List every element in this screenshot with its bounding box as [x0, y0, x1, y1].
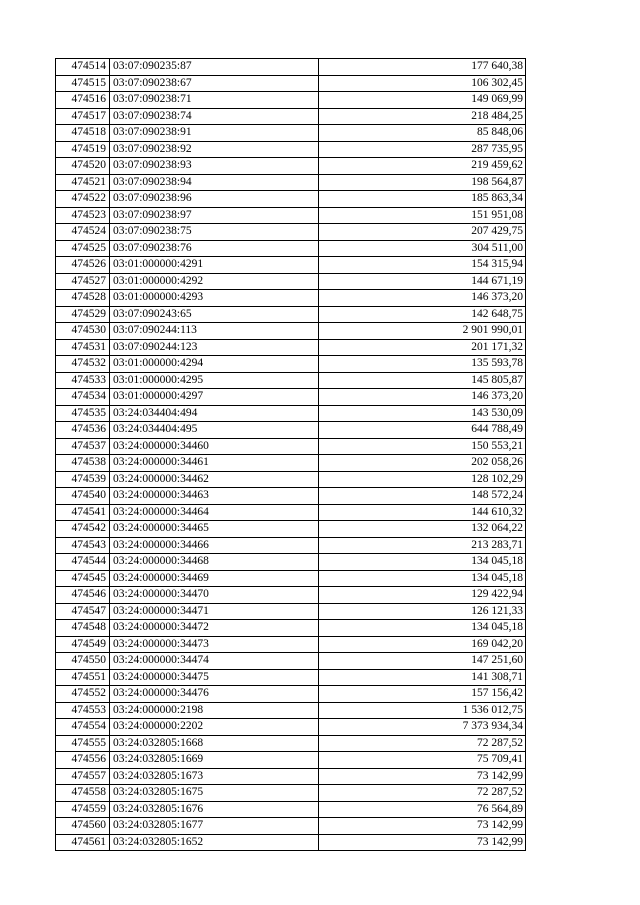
row-number-cell: 474523	[56, 207, 110, 224]
cadastral-value-cell: 73 142,99	[319, 818, 526, 835]
cadastral-value-cell: 73 142,99	[319, 768, 526, 785]
cadastral-value-cell: 219 459,62	[319, 158, 526, 175]
table-row	[56, 504, 526, 521]
cadastral-value-cell: 72 287,52	[319, 785, 526, 802]
cadastral-value-cell: 213 283,71	[319, 537, 526, 554]
row-number-cell: 474535	[56, 405, 110, 422]
table-row	[56, 785, 526, 802]
row-number-cell: 474561	[56, 834, 110, 851]
cadastral-number-cell: 03:01:000000:4293	[110, 290, 319, 307]
table-row	[56, 768, 526, 785]
table-row	[56, 818, 526, 835]
table-row	[56, 389, 526, 406]
row-number-cell: 474538	[56, 455, 110, 472]
cadastral-number-cell: 03:24:000000:34470	[110, 587, 319, 604]
cadastral-number-cell: 03:24:000000:34475	[110, 669, 319, 686]
row-number-cell: 474557	[56, 768, 110, 785]
cadastral-value-cell: 218 484,25	[319, 108, 526, 125]
cadastral-value-cell: 146 373,20	[319, 290, 526, 307]
cadastral-value-cell: 129 422,94	[319, 587, 526, 604]
row-number-cell: 474533	[56, 372, 110, 389]
table-body	[56, 59, 526, 851]
cadastral-value-cell: 198 564,87	[319, 174, 526, 191]
row-number-cell: 474525	[56, 240, 110, 257]
cadastral-value-cell: 2 901 990,01	[319, 323, 526, 340]
table-row	[56, 570, 526, 587]
cadastral-value-cell: 287 735,95	[319, 141, 526, 158]
row-number-cell: 474549	[56, 636, 110, 653]
table-row	[56, 521, 526, 538]
cadastral-value-cell: 149 069,99	[319, 92, 526, 109]
cadastral-value-cell: 72 287,52	[319, 735, 526, 752]
cadastral-number-cell: 03:07:090238:92	[110, 141, 319, 158]
table-row	[56, 587, 526, 604]
cadastral-number-cell: 03:07:090238:67	[110, 75, 319, 92]
table-row	[56, 554, 526, 571]
cadastral-number-cell: 03:24:000000:34473	[110, 636, 319, 653]
row-number-cell: 474541	[56, 504, 110, 521]
row-number-cell: 474521	[56, 174, 110, 191]
row-number-cell: 474544	[56, 554, 110, 571]
row-number-cell: 474548	[56, 620, 110, 637]
row-number-cell: 474518	[56, 125, 110, 142]
cadastral-number-cell: 03:07:090238:76	[110, 240, 319, 257]
cadastral-value-cell: 85 848,06	[319, 125, 526, 142]
table-row	[56, 422, 526, 439]
cadastral-value-cell: 201 171,32	[319, 339, 526, 356]
row-number-cell: 474516	[56, 92, 110, 109]
cadastral-number-cell: 03:01:000000:4291	[110, 257, 319, 274]
cadastral-value-cell: 145 805,87	[319, 372, 526, 389]
row-number-cell: 474514	[56, 59, 110, 76]
cadastral-value-cell: 150 553,21	[319, 438, 526, 455]
row-number-cell: 474531	[56, 339, 110, 356]
cadastral-number-cell: 03:24:000000:34472	[110, 620, 319, 637]
cadastral-number-cell: 03:24:032805:1676	[110, 801, 319, 818]
table-row	[56, 488, 526, 505]
cadastral-number-cell: 03:24:000000:2198	[110, 702, 319, 719]
table-row	[56, 191, 526, 208]
cadastral-number-cell: 03:24:032805:1673	[110, 768, 319, 785]
row-number-cell: 474554	[56, 719, 110, 736]
table-row	[56, 620, 526, 637]
cadastral-value-cell: 177 640,38	[319, 59, 526, 76]
cadastral-value-cell: 76 564,89	[319, 801, 526, 818]
cadastral-number-cell: 03:24:032805:1675	[110, 785, 319, 802]
cadastral-number-cell: 03:24:034404:495	[110, 422, 319, 439]
cadastral-number-cell: 03:24:000000:34469	[110, 570, 319, 587]
row-number-cell: 474545	[56, 570, 110, 587]
cadastral-number-cell: 03:07:090238:97	[110, 207, 319, 224]
cadastral-value-cell: 134 045,18	[319, 554, 526, 571]
table-row	[56, 752, 526, 769]
cadastral-number-cell: 03:24:000000:34474	[110, 653, 319, 670]
cadastral-value-cell: 126 121,33	[319, 603, 526, 620]
row-number-cell: 474528	[56, 290, 110, 307]
table-row	[56, 240, 526, 257]
cadastral-value-cell: 169 042,20	[319, 636, 526, 653]
row-number-cell: 474558	[56, 785, 110, 802]
row-number-cell: 474524	[56, 224, 110, 241]
row-number-cell: 474530	[56, 323, 110, 340]
cadastral-number-cell: 03:24:032805:1669	[110, 752, 319, 769]
cadastral-number-cell: 03:24:000000:34465	[110, 521, 319, 538]
table-row	[56, 653, 526, 670]
cadastral-value-cell: 148 572,24	[319, 488, 526, 505]
row-number-cell: 474526	[56, 257, 110, 274]
cadastral-value-cell: 304 511,00	[319, 240, 526, 257]
cadastral-number-cell: 03:07:090244:123	[110, 339, 319, 356]
cadastral-value-cell: 128 102,29	[319, 471, 526, 488]
row-number-cell: 474537	[56, 438, 110, 455]
cadastral-value-cell: 135 593,78	[319, 356, 526, 373]
cadastral-value-cell: 151 951,08	[319, 207, 526, 224]
cadastral-value-cell: 134 045,18	[319, 620, 526, 637]
table-row	[56, 125, 526, 142]
table-row	[56, 224, 526, 241]
row-number-cell: 474517	[56, 108, 110, 125]
cadastral-number-cell: 03:07:090235:87	[110, 59, 319, 76]
table-row	[56, 372, 526, 389]
cadastral-number-cell: 03:01:000000:4297	[110, 389, 319, 406]
cadastral-number-cell: 03:24:032805:1677	[110, 818, 319, 835]
cadastral-number-cell: 03:01:000000:4292	[110, 273, 319, 290]
row-number-cell: 474547	[56, 603, 110, 620]
row-number-cell: 474559	[56, 801, 110, 818]
cadastral-number-cell: 03:01:000000:4294	[110, 356, 319, 373]
cadastral-value-cell: 7 373 934,34	[319, 719, 526, 736]
cadastral-value-cell: 147 251,60	[319, 653, 526, 670]
cadastral-number-cell: 03:07:090238:93	[110, 158, 319, 175]
cadastral-value-cell: 144 610,32	[319, 504, 526, 521]
table-row	[56, 702, 526, 719]
cadastral-number-cell: 03:24:000000:34461	[110, 455, 319, 472]
table-row	[56, 273, 526, 290]
table-row	[56, 257, 526, 274]
cadastral-value-table	[55, 58, 526, 851]
table-row	[56, 356, 526, 373]
table-row	[56, 636, 526, 653]
table-row	[56, 92, 526, 109]
cadastral-number-cell: 03:07:090238:96	[110, 191, 319, 208]
cadastral-value-cell: 144 671,19	[319, 273, 526, 290]
table-row	[56, 158, 526, 175]
cadastral-value-cell: 1 536 012,75	[319, 702, 526, 719]
table-row	[56, 438, 526, 455]
cadastral-number-cell: 03:07:090238:71	[110, 92, 319, 109]
row-number-cell: 474540	[56, 488, 110, 505]
table-row	[56, 207, 526, 224]
cadastral-value-cell: 154 315,94	[319, 257, 526, 274]
cadastral-number-cell: 03:07:090238:94	[110, 174, 319, 191]
cadastral-number-cell: 03:24:032805:1668	[110, 735, 319, 752]
row-number-cell: 474536	[56, 422, 110, 439]
cadastral-value-cell: 132 064,22	[319, 521, 526, 538]
table-row	[56, 75, 526, 92]
table-row	[56, 339, 526, 356]
table-row	[56, 455, 526, 472]
table-row	[56, 59, 526, 76]
table-row	[56, 537, 526, 554]
table-row	[56, 686, 526, 703]
cadastral-number-cell: 03:07:090243:65	[110, 306, 319, 323]
row-number-cell: 474551	[56, 669, 110, 686]
table-row	[56, 174, 526, 191]
table-row	[56, 801, 526, 818]
cadastral-value-cell: 141 308,71	[319, 669, 526, 686]
cadastral-number-cell: 03:01:000000:4295	[110, 372, 319, 389]
row-number-cell: 474560	[56, 818, 110, 835]
cadastral-value-cell: 146 373,20	[319, 389, 526, 406]
cadastral-value-cell: 75 709,41	[319, 752, 526, 769]
row-number-cell: 474522	[56, 191, 110, 208]
table-row	[56, 141, 526, 158]
cadastral-value-cell: 644 788,49	[319, 422, 526, 439]
table-row	[56, 603, 526, 620]
cadastral-value-cell: 134 045,18	[319, 570, 526, 587]
cadastral-number-cell: 03:24:032805:1652	[110, 834, 319, 851]
table-row	[56, 735, 526, 752]
row-number-cell: 474553	[56, 702, 110, 719]
row-number-cell: 474550	[56, 653, 110, 670]
cadastral-number-cell: 03:24:000000:34476	[110, 686, 319, 703]
row-number-cell: 474546	[56, 587, 110, 604]
row-number-cell: 474529	[56, 306, 110, 323]
table-row	[56, 669, 526, 686]
row-number-cell: 474532	[56, 356, 110, 373]
cadastral-number-cell: 03:24:000000:34460	[110, 438, 319, 455]
row-number-cell: 474539	[56, 471, 110, 488]
row-number-cell: 474527	[56, 273, 110, 290]
cadastral-number-cell: 03:07:090238:75	[110, 224, 319, 241]
cadastral-value-cell: 207 429,75	[319, 224, 526, 241]
cadastral-number-cell: 03:24:000000:2202	[110, 719, 319, 736]
cadastral-value-cell: 157 156,42	[319, 686, 526, 703]
cadastral-number-cell: 03:24:000000:34468	[110, 554, 319, 571]
row-number-cell: 474515	[56, 75, 110, 92]
cadastral-number-cell: 03:24:000000:34462	[110, 471, 319, 488]
cadastral-number-cell: 03:07:090238:74	[110, 108, 319, 125]
cadastral-number-cell: 03:24:000000:34471	[110, 603, 319, 620]
cadastral-number-cell: 03:24:000000:34464	[110, 504, 319, 521]
table-row	[56, 471, 526, 488]
row-number-cell: 474556	[56, 752, 110, 769]
row-number-cell: 474542	[56, 521, 110, 538]
row-number-cell: 474534	[56, 389, 110, 406]
cadastral-value-cell: 185 863,34	[319, 191, 526, 208]
row-number-cell: 474520	[56, 158, 110, 175]
table-row	[56, 719, 526, 736]
cadastral-number-cell: 03:24:000000:34463	[110, 488, 319, 505]
table-row	[56, 834, 526, 851]
cadastral-value-cell: 142 648,75	[319, 306, 526, 323]
cadastral-value-cell: 106 302,45	[319, 75, 526, 92]
cadastral-number-cell: 03:07:090244:113	[110, 323, 319, 340]
cadastral-number-cell: 03:24:034404:494	[110, 405, 319, 422]
table-row	[56, 405, 526, 422]
row-number-cell: 474543	[56, 537, 110, 554]
row-number-cell: 474552	[56, 686, 110, 703]
cadastral-value-cell: 73 142,99	[319, 834, 526, 851]
cadastral-value-cell: 202 058,26	[319, 455, 526, 472]
row-number-cell: 474555	[56, 735, 110, 752]
table-row	[56, 290, 526, 307]
cadastral-number-cell: 03:07:090238:91	[110, 125, 319, 142]
cadastral-value-cell: 143 530,09	[319, 405, 526, 422]
row-number-cell: 474519	[56, 141, 110, 158]
cadastral-number-cell: 03:24:000000:34466	[110, 537, 319, 554]
table-row	[56, 108, 526, 125]
table-row	[56, 323, 526, 340]
table-row	[56, 306, 526, 323]
